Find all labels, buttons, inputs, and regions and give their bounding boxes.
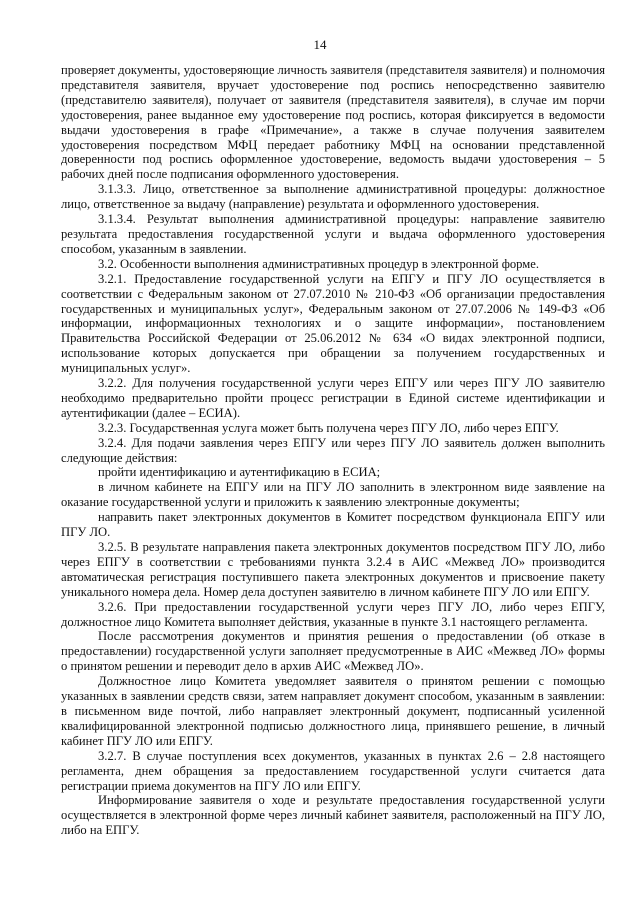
list-item: в личном кабинете на ЕПГУ или на ПГУ ЛО заполнить в электронном виде заявление на оказание государственной услуги и приложить к заявлению электронные документы; <box>61 480 605 510</box>
paragraph: 3.2.4. Для подачи заявления через ЕПГУ или через ПГУ ЛО заявитель должен выполнить следующие действия: <box>61 435 605 465</box>
document-body <box>61 63 605 838</box>
paragraph: 3.2.5. В результате направления пакета электронных документов посредством ПГУ ЛО, либо через ЕПГУ в соответствии с требованиями пункта 3.2.4 в АИС «Межвед ЛО» производится автоматическая регистрация поступившего пакета электронных документов и присвоение пакету уникального номера дела. Номер дела доступен заявителю в личном кабинете ПГУ ЛО или ЕПГУ. <box>61 540 605 599</box>
paragraph: 3.2.3. Государственная услуга может быть получена через ПГУ ЛО, либо через ЕПГУ. <box>98 420 559 435</box>
paragraph: 3.2.2. Для получения государственной услуги через ЕПГУ или через ПГУ ЛО заявителю необходимо предварительно пройти процесс регистрации в Единой системе идентификации и аутентификации (далее – ЕСИА). <box>61 376 605 420</box>
paragraph: 3.2.7. В случае поступления всех документов, указанных в пунктах 2.6 – 2.8 настоящего регламента, днем обращения за предоставлением государственной услуги считается дата регистрации приема документов на ПГУ ЛО или ЕПГУ. <box>61 748 605 793</box>
paragraph: 3.2.6. При предоставлении государственной услуги через ПГУ ЛО, либо через ЕПГУ, должностное лицо Комитета выполняет действия, указанные в пункте 3.1 настоящего регламента. <box>61 599 605 629</box>
paragraph: проверяет документы, удостоверяющие личность заявителя (представителя заявителя) и полномочия представителя заявителя, вручает удостоверение под роспись непосредственно заявителю (представителю заявителя), получает от заявителя (представителя заявителя), в случае им порчи удостоверения, ранее выданное ему удостоверение под роспись, которая фиксируется в ведомости выдачи удостоверения в графе «Примечание», а также в случае получения заявителем удостоверения посредством МФЦ передает работнику МФЦ на основании представленной доверенности под роспись оформленное удостоверение, ведомость выдачи удостоверения – 5 рабочих дней после подписания оформленного удостоверения. <box>61 63 605 182</box>
paragraph: 3.1.3.3. Лицо, ответственное за выполнение административной процедуры: должностное лицо, ответственное за выдачу (направление) результата и оформленного удостоверения. <box>61 182 605 212</box>
paragraph: 3.2.1. Предоставление государственной услуги на ЕПГУ и ПГУ ЛО осуществляется в соответствии с Федеральным законом от 27.07.2010 № 210-ФЗ «Об организации предоставления государственных и муниципальных услуг», Федеральным законом от 27.07.2006 № 149-ФЗ «Об информации, информационных технологиях и о защите информации», постановлением Правительства Российской Федерации от 25.06.2012 № 634 «О видах электронной подписи, использование которых допускается при обращении за получением государственных и муниципальных услуг». <box>61 271 605 376</box>
list-item: пройти идентификацию и аутентификацию в ЕСИА; <box>98 465 381 480</box>
paragraph: После рассмотрения документов и принятия решения о предоставлении (об отказе в предоставлении) государственной услуги заполняет предусмотренные в АИС «Межвед ЛО» формы о принятом решении и переводит дело в архив АИС «Межвед ЛО». <box>61 629 605 674</box>
paragraph: 3.2. Особенности выполнения административных процедур в электронной форме. <box>98 256 539 271</box>
list-item: направить пакет электронных документов в Комитет посредством функционала ЕПГУ или ПГУ ЛО. <box>61 510 605 540</box>
paragraph: Должностное лицо Комитета уведомляет заявителя о принятом решении с помощью указанных в заявлении средств связи, затем направляет документ способом, указанным в заявлении: в письменном виде почтой, либо направляет электронный документ, подписанный усиленной квалифицированной электронной подписью должностного лица, принявшего решение, в личный кабинет ПГУ ЛО или ЕПГУ. <box>61 674 605 748</box>
paragraph: Информирование заявителя о ходе и результате предоставления государственной услуги осуществляется в электронной форме через личный кабинет заявителя, расположенный на ПГУ ЛО, либо на ЕПГУ. <box>61 793 605 838</box>
page-number: 14 <box>313 37 327 52</box>
paragraph: 3.1.3.4. Результат выполнения административной процедуры: направление заявителю результата предоставления государственной услуги и выдача оформленного удостоверения способом, указанным в заявлении. <box>61 212 605 256</box>
